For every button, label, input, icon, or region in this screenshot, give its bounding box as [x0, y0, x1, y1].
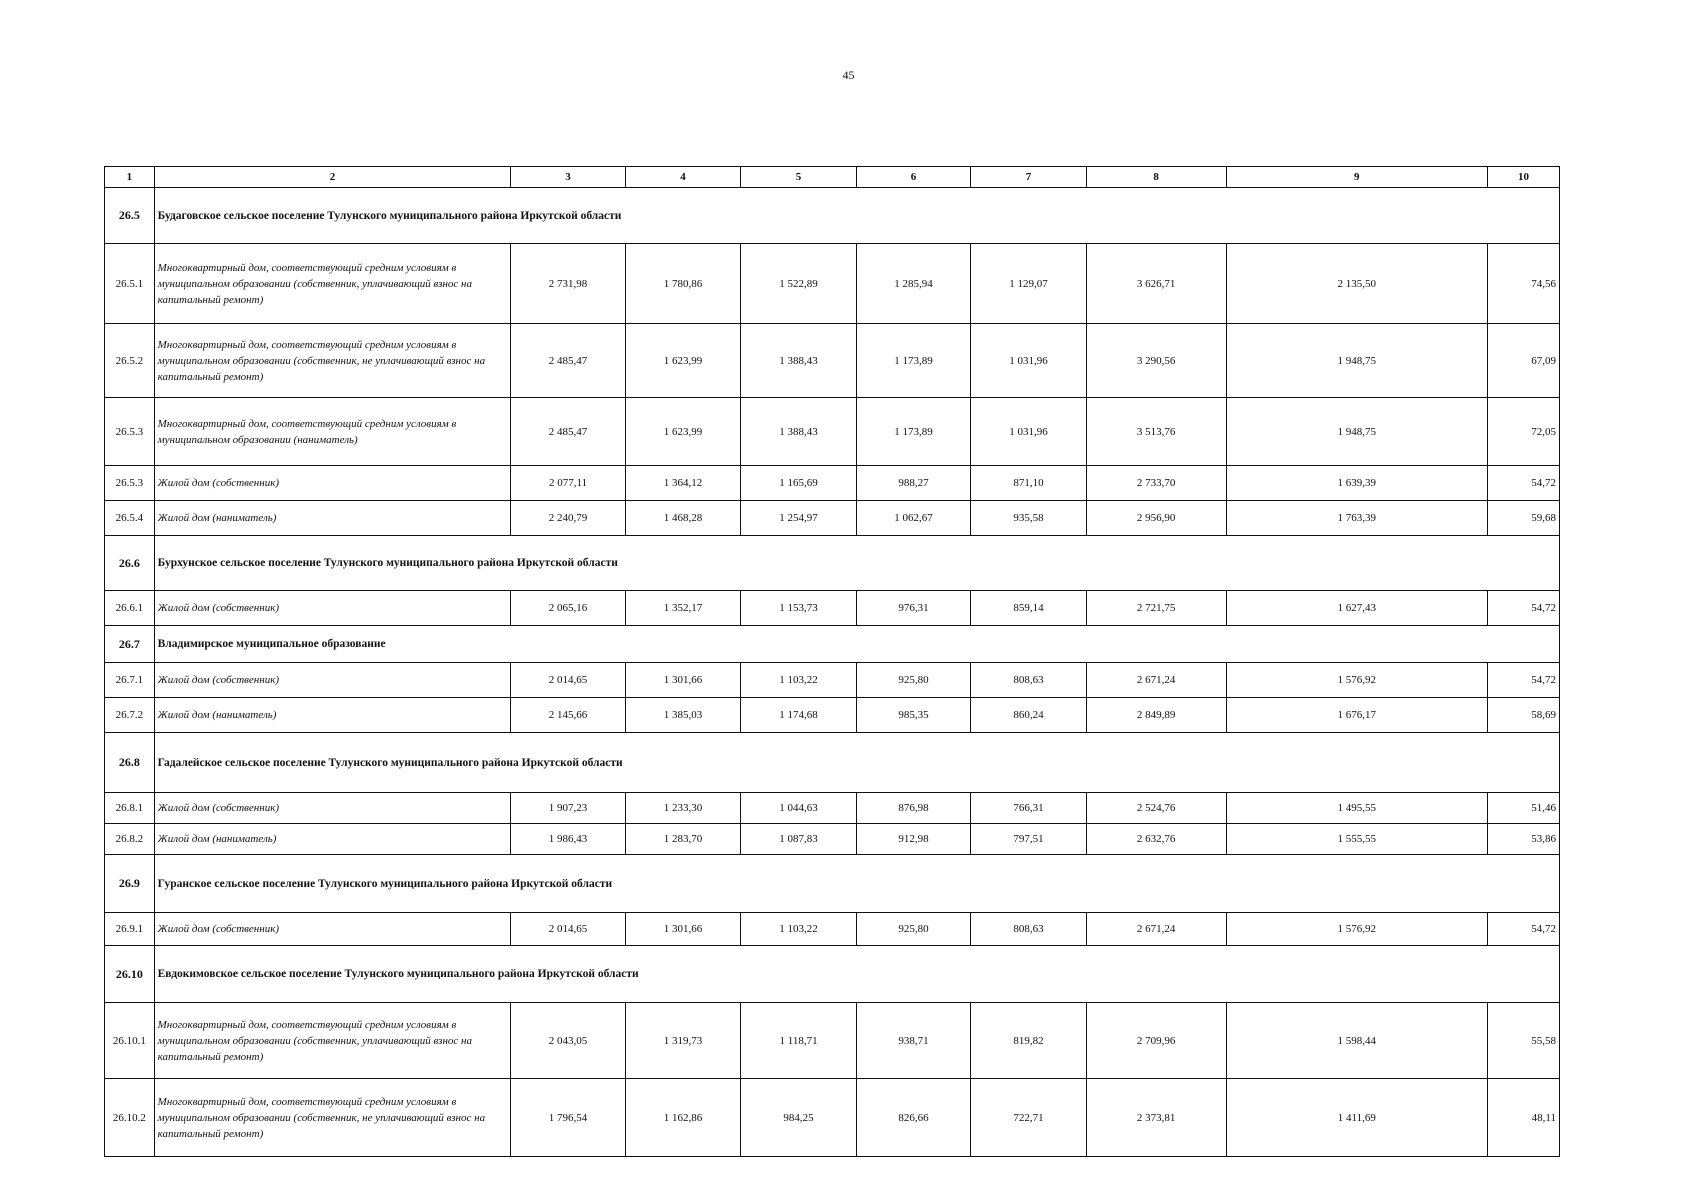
value-col-7: 935,58 — [971, 501, 1087, 536]
value-col-5: 1 174,68 — [741, 698, 857, 733]
value-col-10: 58,69 — [1487, 698, 1559, 733]
value-col-3: 2 240,79 — [511, 501, 625, 536]
value-col-9: 1 495,55 — [1226, 793, 1487, 824]
column-header: 7 — [971, 167, 1087, 188]
value-col-5: 1 165,69 — [741, 466, 857, 501]
table-row — [105, 663, 1560, 698]
value-col-4: 1 283,70 — [625, 824, 741, 855]
row-code: 26.10.1 — [105, 1003, 155, 1079]
value-col-7: 819,82 — [971, 1003, 1087, 1079]
value-col-6: 826,66 — [856, 1079, 970, 1157]
section-row — [105, 536, 1560, 591]
table-row — [105, 1079, 1560, 1157]
column-header: 1 — [105, 167, 155, 188]
value-col-4: 1 623,99 — [625, 398, 741, 466]
housing-type: Многоквартирный дом, соответствующий средним условиям в муниципальном образовании (наниматель) — [154, 398, 511, 466]
housing-type: Жилой дом (собственник) — [154, 913, 511, 946]
value-col-9: 1 576,92 — [1226, 663, 1487, 698]
housing-type: Жилой дом (наниматель) — [154, 698, 511, 733]
value-col-6: 1 285,94 — [856, 244, 970, 324]
value-col-9: 1 627,43 — [1226, 591, 1487, 626]
value-col-3: 2 731,98 — [511, 244, 625, 324]
housing-type: Жилой дом (собственник) — [154, 793, 511, 824]
section-name: Гуранское сельское поселение Тулунского муниципального района Иркутской области — [154, 855, 1559, 913]
column-header: 4 — [625, 167, 741, 188]
value-col-8: 2 849,89 — [1086, 698, 1226, 733]
column-header: 8 — [1086, 167, 1226, 188]
value-col-9: 2 135,50 — [1226, 244, 1487, 324]
value-col-8: 2 956,90 — [1086, 501, 1226, 536]
section-row — [105, 626, 1560, 663]
value-col-10: 59,68 — [1487, 501, 1559, 536]
value-col-10: 55,58 — [1487, 1003, 1559, 1079]
table-row — [105, 244, 1560, 324]
tariff-table — [104, 166, 1560, 1157]
section-code: 26.7 — [105, 626, 155, 663]
row-code: 26.5.2 — [105, 324, 155, 398]
value-col-9: 1 411,69 — [1226, 1079, 1487, 1157]
value-col-7: 808,63 — [971, 663, 1087, 698]
value-col-4: 1 468,28 — [625, 501, 741, 536]
value-col-7: 766,31 — [971, 793, 1087, 824]
value-col-5: 1 044,63 — [741, 793, 857, 824]
value-col-6: 912,98 — [856, 824, 970, 855]
value-col-8: 2 709,96 — [1086, 1003, 1226, 1079]
row-code: 26.8.2 — [105, 824, 155, 855]
value-col-6: 925,80 — [856, 663, 970, 698]
value-col-5: 1 087,83 — [741, 824, 857, 855]
value-col-3: 2 077,11 — [511, 466, 625, 501]
table-row — [105, 698, 1560, 733]
value-col-9: 1 555,55 — [1226, 824, 1487, 855]
housing-type: Жилой дом (собственник) — [154, 663, 511, 698]
value-col-8: 2 733,70 — [1086, 466, 1226, 501]
value-col-3: 2 014,65 — [511, 913, 625, 946]
section-row — [105, 946, 1560, 1003]
value-col-7: 722,71 — [971, 1079, 1087, 1157]
value-col-9: 1 763,39 — [1226, 501, 1487, 536]
value-col-8: 2 373,81 — [1086, 1079, 1226, 1157]
value-col-5: 1 153,73 — [741, 591, 857, 626]
section-code: 26.6 — [105, 536, 155, 591]
value-col-6: 1 062,67 — [856, 501, 970, 536]
value-col-6: 876,98 — [856, 793, 970, 824]
section-code: 26.5 — [105, 188, 155, 244]
value-col-8: 2 632,76 — [1086, 824, 1226, 855]
value-col-6: 1 173,89 — [856, 398, 970, 466]
section-name: Гадалейское сельское поселение Тулунского муниципального района Иркутской области — [154, 733, 1559, 793]
value-col-3: 2 145,66 — [511, 698, 625, 733]
value-col-8: 2 721,75 — [1086, 591, 1226, 626]
value-col-7: 1 031,96 — [971, 324, 1087, 398]
value-col-3: 1 796,54 — [511, 1079, 625, 1157]
value-col-7: 1 031,96 — [971, 398, 1087, 466]
row-code: 26.5.3 — [105, 466, 155, 501]
row-code: 26.8.1 — [105, 793, 155, 824]
row-code: 26.6.1 — [105, 591, 155, 626]
value-col-10: 72,05 — [1487, 398, 1559, 466]
value-col-5: 1 254,97 — [741, 501, 857, 536]
value-col-9: 1 598,44 — [1226, 1003, 1487, 1079]
value-col-4: 1 301,66 — [625, 663, 741, 698]
housing-type: Жилой дом (наниматель) — [154, 824, 511, 855]
value-col-4: 1 364,12 — [625, 466, 741, 501]
row-code: 26.7.1 — [105, 663, 155, 698]
value-col-4: 1 780,86 — [625, 244, 741, 324]
table-row — [105, 591, 1560, 626]
table-row — [105, 466, 1560, 501]
column-header: 2 — [154, 167, 511, 188]
value-col-5: 1 522,89 — [741, 244, 857, 324]
value-col-5: 1 103,22 — [741, 663, 857, 698]
value-col-5: 984,25 — [741, 1079, 857, 1157]
value-col-7: 859,14 — [971, 591, 1087, 626]
table-body — [105, 188, 1560, 1157]
value-col-7: 808,63 — [971, 913, 1087, 946]
value-col-8: 3 513,76 — [1086, 398, 1226, 466]
column-header: 3 — [511, 167, 625, 188]
housing-type: Многоквартирный дом, соответствующий средним условиям в муниципальном образовании (собственник, не уплачивающий взнос на капитальный ремонт) — [154, 1079, 511, 1157]
row-code: 26.5.1 — [105, 244, 155, 324]
section-code: 26.8 — [105, 733, 155, 793]
value-col-4: 1 162,86 — [625, 1079, 741, 1157]
section-row — [105, 855, 1560, 913]
value-col-4: 1 385,03 — [625, 698, 741, 733]
row-code: 26.10.2 — [105, 1079, 155, 1157]
housing-type: Многоквартирный дом, соответствующий средним условиям в муниципальном образовании (собственник, уплачивающий взнос на капитальный ремонт) — [154, 1003, 511, 1079]
row-code: 26.7.2 — [105, 698, 155, 733]
value-col-9: 1 639,39 — [1226, 466, 1487, 501]
value-col-6: 1 173,89 — [856, 324, 970, 398]
table-row — [105, 501, 1560, 536]
table-row — [105, 398, 1560, 466]
value-col-9: 1 576,92 — [1226, 913, 1487, 946]
value-col-6: 988,27 — [856, 466, 970, 501]
value-col-6: 925,80 — [856, 913, 970, 946]
column-header: 6 — [856, 167, 970, 188]
value-col-10: 54,72 — [1487, 466, 1559, 501]
value-col-6: 976,31 — [856, 591, 970, 626]
value-col-9: 1 948,75 — [1226, 398, 1487, 466]
value-col-10: 54,72 — [1487, 591, 1559, 626]
value-col-6: 985,35 — [856, 698, 970, 733]
value-col-10: 54,72 — [1487, 663, 1559, 698]
value-col-3: 2 485,47 — [511, 324, 625, 398]
value-col-4: 1 233,30 — [625, 793, 741, 824]
housing-type: Жилой дом (собственник) — [154, 591, 511, 626]
value-col-4: 1 352,17 — [625, 591, 741, 626]
page-number: 45 — [842, 68, 855, 82]
value-col-7: 797,51 — [971, 824, 1087, 855]
column-header: 10 — [1487, 167, 1559, 188]
housing-type: Жилой дом (собственник) — [154, 466, 511, 501]
value-col-8: 3 626,71 — [1086, 244, 1226, 324]
value-col-4: 1 623,99 — [625, 324, 741, 398]
value-col-5: 1 118,71 — [741, 1003, 857, 1079]
value-col-4: 1 319,73 — [625, 1003, 741, 1079]
value-col-7: 871,10 — [971, 466, 1087, 501]
value-col-10: 54,72 — [1487, 913, 1559, 946]
value-col-3: 2 065,16 — [511, 591, 625, 626]
value-col-10: 67,09 — [1487, 324, 1559, 398]
section-code: 26.10 — [105, 946, 155, 1003]
value-col-3: 1 986,43 — [511, 824, 625, 855]
housing-type: Жилой дом (наниматель) — [154, 501, 511, 536]
value-col-3: 2 043,05 — [511, 1003, 625, 1079]
column-header: 5 — [741, 167, 857, 188]
column-number-row — [105, 167, 1560, 188]
section-name: Будаговское сельское поселение Тулунского муниципального района Иркутской области — [154, 188, 1559, 244]
section-code: 26.9 — [105, 855, 155, 913]
value-col-9: 1 676,17 — [1226, 698, 1487, 733]
value-col-8: 2 524,76 — [1086, 793, 1226, 824]
table-row — [105, 913, 1560, 946]
value-col-3: 2 485,47 — [511, 398, 625, 466]
value-col-10: 48,11 — [1487, 1079, 1559, 1157]
housing-type: Многоквартирный дом, соответствующий средним условиям в муниципальном образовании (собственник, уплачивающий взнос на капитальный ремонт) — [154, 244, 511, 324]
section-name: Владимирское муниципальное образование — [154, 626, 1559, 663]
value-col-4: 1 301,66 — [625, 913, 741, 946]
section-name: Бурхунское сельское поселение Тулунского муниципального района Иркутской области — [154, 536, 1559, 591]
value-col-3: 1 907,23 — [511, 793, 625, 824]
value-col-8: 2 671,24 — [1086, 663, 1226, 698]
value-col-7: 1 129,07 — [971, 244, 1087, 324]
value-col-3: 2 014,65 — [511, 663, 625, 698]
section-row — [105, 733, 1560, 793]
value-col-10: 51,46 — [1487, 793, 1559, 824]
value-col-8: 3 290,56 — [1086, 324, 1226, 398]
value-col-7: 860,24 — [971, 698, 1087, 733]
value-col-5: 1 388,43 — [741, 324, 857, 398]
value-col-5: 1 103,22 — [741, 913, 857, 946]
value-col-8: 2 671,24 — [1086, 913, 1226, 946]
table-row — [105, 793, 1560, 824]
row-code: 26.5.4 — [105, 501, 155, 536]
table-row — [105, 1003, 1560, 1079]
table-row — [105, 824, 1560, 855]
column-header: 9 — [1226, 167, 1487, 188]
value-col-6: 938,71 — [856, 1003, 970, 1079]
value-col-10: 53,86 — [1487, 824, 1559, 855]
row-code: 26.9.1 — [105, 913, 155, 946]
section-name: Евдокимовское сельское поселение Тулунского муниципального района Иркутской области — [154, 946, 1559, 1003]
value-col-5: 1 388,43 — [741, 398, 857, 466]
section-row — [105, 188, 1560, 244]
value-col-9: 1 948,75 — [1226, 324, 1487, 398]
housing-type: Многоквартирный дом, соответствующий средним условиям в муниципальном образовании (собственник, не уплачивающий взнос на капитальный ремонт) — [154, 324, 511, 398]
value-col-10: 74,56 — [1487, 244, 1559, 324]
table-row — [105, 324, 1560, 398]
row-code: 26.5.3 — [105, 398, 155, 466]
